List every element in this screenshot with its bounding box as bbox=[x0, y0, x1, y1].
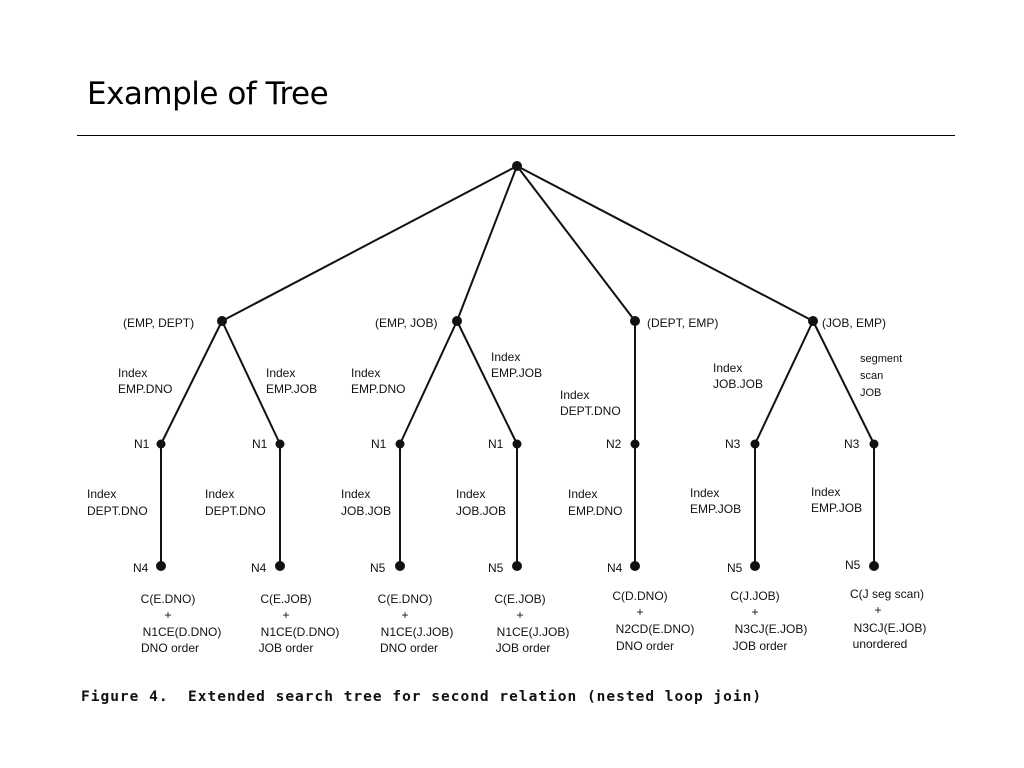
cost-6-line3: N3CJ(E.JOB) bbox=[734, 622, 808, 636]
node-l3-label-2: N4 bbox=[251, 561, 267, 575]
cost-3-line3: N1CE(J.JOB) bbox=[380, 625, 454, 639]
node-l2-4 bbox=[513, 440, 522, 449]
node-dept-emp bbox=[630, 316, 640, 326]
edge-label-3-l1: Index bbox=[560, 388, 590, 402]
cost-5-line4: DNO order bbox=[615, 639, 675, 653]
edge-label-4a-l2: JOB.JOB bbox=[713, 377, 764, 391]
edge-root-job-emp bbox=[517, 166, 813, 321]
node-l2-label-3: N1 bbox=[371, 437, 387, 451]
node-job-emp bbox=[808, 316, 818, 326]
cost-7-line2: + bbox=[874, 603, 882, 617]
edge-label-2a-l2: EMP.DNO bbox=[351, 382, 406, 396]
edge-label-2a-l1: Index bbox=[351, 366, 381, 380]
root-node bbox=[512, 161, 522, 171]
node-emp-dept bbox=[217, 316, 227, 326]
edge2-label-6-l2: EMP.JOB bbox=[690, 502, 742, 516]
edge-label-1b-l2: EMP.JOB bbox=[266, 382, 318, 396]
cost-7-line1: C(J seg scan) bbox=[849, 587, 925, 601]
node-l2-7 bbox=[870, 440, 879, 449]
cost-1-line3: N1CE(D.DNO) bbox=[142, 625, 222, 639]
edge-l1-4a bbox=[755, 321, 813, 444]
edge2-label-2-l1: Index bbox=[205, 487, 235, 501]
cost-7-line4: unordered bbox=[852, 637, 908, 651]
edge-label-4b-l3: JOB bbox=[860, 387, 882, 399]
cost-6-line2: + bbox=[751, 605, 759, 619]
edge-root-emp-job bbox=[457, 166, 517, 321]
edge2-label-3-l1: Index bbox=[341, 487, 371, 501]
node-l3-2 bbox=[275, 561, 285, 571]
node-l2-label-4: N1 bbox=[488, 437, 504, 451]
node-l3-label-5: N4 bbox=[607, 561, 623, 575]
node-l2-label-1: N1 bbox=[134, 437, 150, 451]
node-l2-6 bbox=[751, 440, 760, 449]
edge2-label-3-l2: JOB.JOB bbox=[341, 504, 392, 518]
node-l3-6 bbox=[750, 561, 760, 571]
node-l2-label-7: N3 bbox=[844, 437, 860, 451]
edge-label-1b-l1: Index bbox=[266, 366, 296, 380]
node-l3-label-7: N5 bbox=[845, 558, 861, 572]
edge2-label-7-l2: EMP.JOB bbox=[811, 501, 863, 515]
cost-7-line3: N3CJ(E.JOB) bbox=[853, 621, 927, 635]
cost-5-line3: N2CD(E.DNO) bbox=[615, 622, 695, 636]
cost-5-line1: C(D.DNO) bbox=[612, 589, 668, 603]
edge2-label-4-l2: JOB.JOB bbox=[456, 504, 507, 518]
cost-2-line2: + bbox=[282, 608, 290, 622]
cost-4-line4: JOB order bbox=[495, 641, 551, 655]
edge-l1-2a bbox=[400, 321, 457, 444]
node-l2-2 bbox=[276, 440, 285, 449]
edge2-label-4-l1: Index bbox=[456, 487, 486, 501]
cost-4-line1: C(E.JOB) bbox=[494, 592, 546, 606]
node-l3-label-1: N4 bbox=[133, 561, 149, 575]
node-l2-label-2: N1 bbox=[252, 437, 268, 451]
edge2-label-1-l2: DEPT.DNO bbox=[87, 504, 148, 518]
node-l3-label-4: N5 bbox=[488, 561, 504, 575]
edge2-label-7-l1: Index bbox=[811, 485, 841, 499]
cost-1-line1: C(E.DNO) bbox=[140, 592, 196, 606]
edge-root-emp-dept bbox=[222, 166, 517, 321]
edge2-label-1-l1: Index bbox=[87, 487, 117, 501]
node-l2-label-5: N2 bbox=[606, 437, 622, 451]
edge-l1-2b bbox=[457, 321, 517, 444]
cost-3-line4: DNO order bbox=[379, 641, 439, 655]
node-label-emp-dept: (EMP, DEPT) bbox=[123, 316, 195, 330]
edge-label-2b-l1: Index bbox=[491, 350, 521, 364]
edge2-label-5-l2: EMP.DNO bbox=[568, 504, 623, 518]
slide-title: Example of Tree bbox=[87, 76, 329, 112]
cost-4-line2: + bbox=[516, 608, 524, 622]
edge-label-4b-l1: segment bbox=[860, 353, 903, 365]
node-label-job-emp: (JOB, EMP) bbox=[822, 316, 887, 330]
node-l3-3 bbox=[395, 561, 405, 571]
cost-1-line4: DNO order bbox=[140, 641, 200, 655]
cost-4-line3: N1CE(J.JOB) bbox=[496, 625, 570, 639]
cost-2-line4: JOB order bbox=[258, 641, 314, 655]
node-l3-label-3: N5 bbox=[370, 561, 386, 575]
edge-label-1a-l1: Index bbox=[118, 366, 148, 380]
edge-label-4a-l1: Index bbox=[713, 361, 743, 375]
node-l2-label-6: N3 bbox=[725, 437, 741, 451]
edge-label-1a-l2: EMP.DNO bbox=[118, 382, 173, 396]
edge2-label-5-l1: Index bbox=[568, 487, 598, 501]
node-l2-5 bbox=[631, 440, 640, 449]
cost-2-line3: N1CE(D.DNO) bbox=[260, 625, 340, 639]
cost-6-line4: JOB order bbox=[732, 639, 788, 653]
cost-1-line2: + bbox=[164, 608, 172, 622]
node-label-dept-emp: (DEPT, EMP) bbox=[647, 316, 719, 330]
figure-caption: Figure 4. Extended search tree for second relation (nested loop join) bbox=[81, 689, 763, 705]
node-l3-7 bbox=[869, 561, 879, 571]
cost-3-line2: + bbox=[401, 608, 409, 622]
edge-label-3-l2: DEPT.DNO bbox=[560, 404, 621, 418]
node-l2-3 bbox=[396, 440, 405, 449]
edge2-label-6-l1: Index bbox=[690, 486, 720, 500]
node-l3-4 bbox=[512, 561, 522, 571]
node-l3-1 bbox=[156, 561, 166, 571]
cost-2-line1: C(E.JOB) bbox=[260, 592, 312, 606]
edge-root-dept-emp bbox=[517, 166, 635, 321]
node-l3-label-6: N5 bbox=[727, 561, 743, 575]
edge-label-2b-l2: EMP.JOB bbox=[491, 366, 543, 380]
node-l3-5 bbox=[630, 561, 640, 571]
cost-6-line1: C(J.JOB) bbox=[730, 589, 780, 603]
node-emp-job bbox=[452, 316, 462, 326]
node-l2-1 bbox=[157, 440, 166, 449]
cost-3-line1: C(E.DNO) bbox=[377, 592, 433, 606]
cost-5-line2: + bbox=[636, 605, 644, 619]
edge-l1-4b bbox=[813, 321, 874, 444]
node-label-emp-job: (EMP, JOB) bbox=[375, 316, 438, 330]
edge2-label-2-l2: DEPT.DNO bbox=[205, 504, 266, 518]
edge-label-4b-l2: scan bbox=[860, 370, 884, 382]
